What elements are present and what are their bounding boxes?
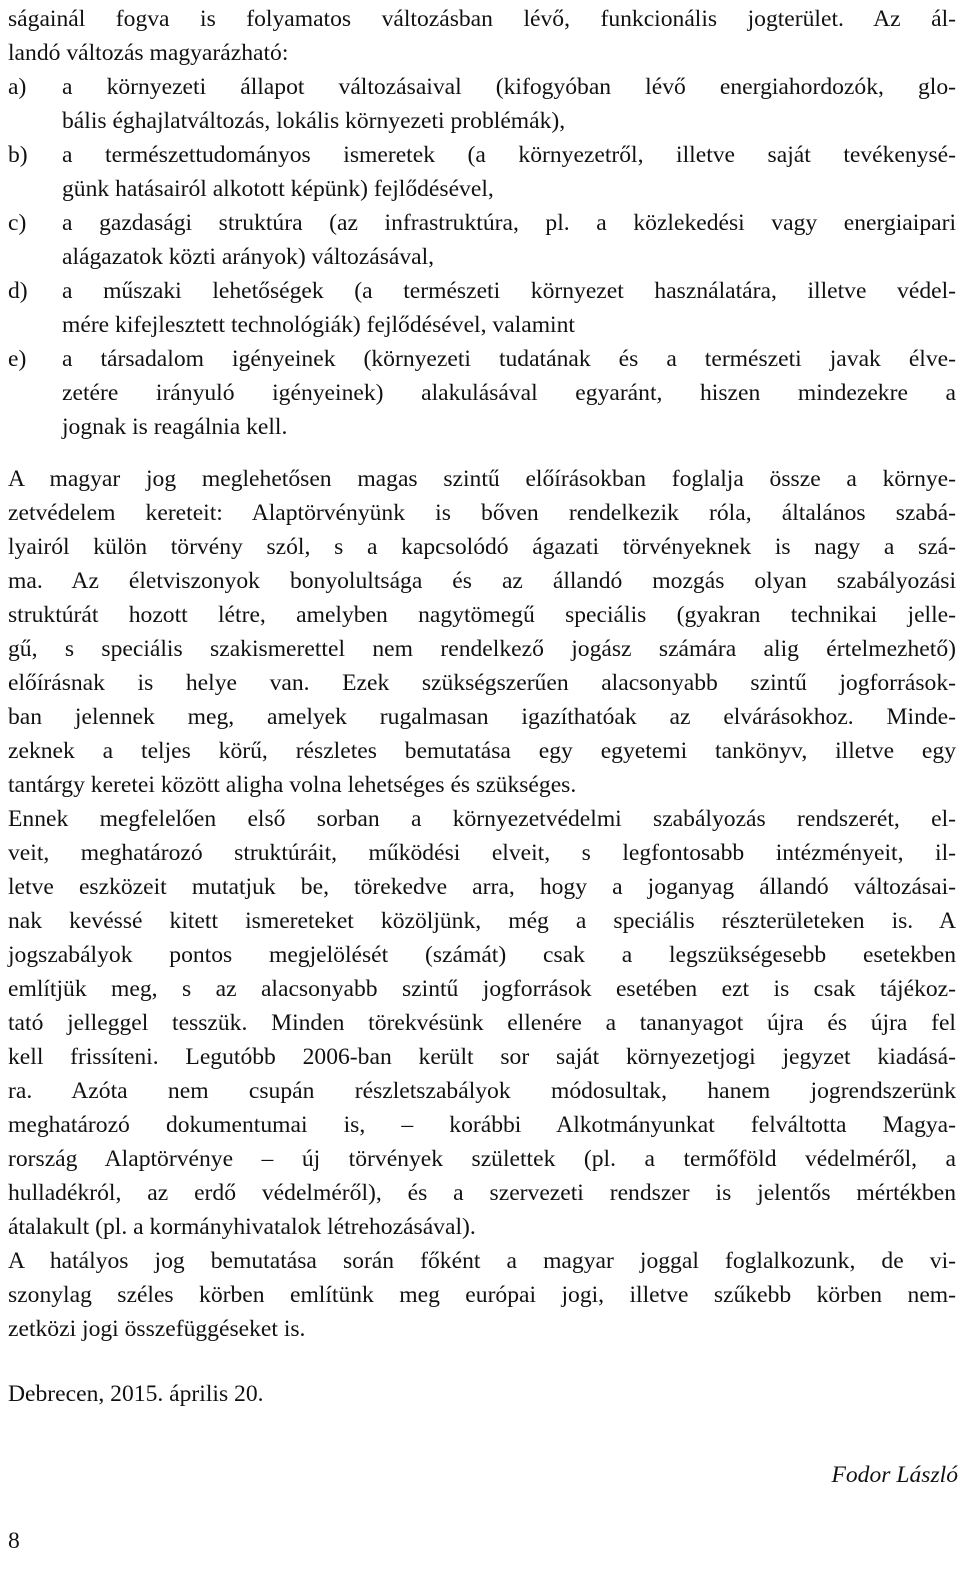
text-line: veit, meghatározó struktúráit, működési elveit, s legfontosabb intézményeit, il-	[8, 840, 956, 866]
list-item-text: a természettudományos ismeretek (a környezetről, illetve saját tevékenysé-	[62, 142, 956, 168]
text-line: rország Alaptörvénye – új törvények születtek (pl. a termőföld védelméről, a	[8, 1146, 956, 1172]
text-line: tató jelleggel tesszük. Minden törekvésünk ellenére a tananyagot újra és újra fel	[8, 1010, 956, 1036]
text-line: tantárgy keretei között aligha volna lehetséges és szükséges.	[8, 772, 577, 798]
list-item-text: jognak is reagálnia kell.	[62, 414, 288, 440]
text-line: zetközi jogi összefüggéseket is.	[8, 1316, 306, 1342]
text-line: jogszabályok pontos megjelölését (számát) csak a legszükségesebb esetekben	[8, 942, 956, 968]
list-item-text: günk hatásairól alkotott képünk) fejlődésével,	[62, 176, 494, 202]
text-line: ságainál fogva is folyamatos változásban lévő, funkcionális jogterület. Az ál-	[8, 6, 956, 32]
list-item-text: bális éghajlatváltozás, lokális környezeti problémák),	[62, 108, 566, 134]
list-label: c)	[8, 210, 27, 236]
text-line: struktúrát hozott létre, amelyben nagytömegű speciális (gyakran technikai jelle-	[8, 602, 956, 628]
text-line: nak kevéssé kitett ismereteket közöljünk, még a speciális részterületeken is. A	[8, 908, 956, 934]
author-signature: Fodor László	[831, 1462, 958, 1488]
list-item-text: a gazdasági struktúra (az infrastruktúra, pl. a közlekedési vagy energiaipari	[62, 210, 956, 236]
list-item-b	[8, 138, 956, 206]
text-line: A magyar jog meglehetősen magas szintű előírásokban foglalja össze a környe-	[8, 466, 956, 492]
paragraph-2	[8, 802, 956, 1244]
paragraph-3	[8, 1244, 956, 1346]
document-page	[8, 2, 956, 1411]
list-item-e	[8, 342, 956, 444]
text-line: meghatározó dokumentumai is, – korábbi Alkotmányunkat felváltotta Magya-	[8, 1112, 956, 1138]
text-line: zeknek a teljes körű, részletes bemutatása egy egyetemi tankönyv, illetve egy	[8, 738, 956, 764]
list-item-text: a társadalom igényeinek (környezeti tudatának és a természeti javak élve-	[62, 346, 956, 372]
intro-text	[8, 2, 956, 70]
text-line: kell frissíteni. Legutóbb 2006-ban került sor saját környezetjogi jegyzet kiadásá-	[8, 1044, 956, 1070]
list-item-text: a környezeti állapot változásaival (kifogyóban lévő energiahordozók, glo-	[62, 74, 956, 100]
text-line: ra. Azóta nem csupán részletszabályok módosultak, hanem jogrendszerünk	[8, 1078, 956, 1104]
list-item-d	[8, 274, 956, 342]
list-label: b)	[8, 142, 28, 168]
list-item-c	[8, 206, 956, 274]
list-label: a)	[8, 74, 27, 100]
list-item-text: alágazatok közti arányok) változásával,	[62, 244, 435, 270]
list-item-a	[8, 70, 956, 138]
text-line: landó változás magyarázható:	[8, 40, 289, 66]
list-item-text: mére kifejlesztett technológiák) fejlődésével, valamint	[62, 312, 575, 338]
text-line: letve eszközeit mutatjuk be, törekedve arra, hogy a joganyag állandó változásai-	[8, 874, 956, 900]
text-line: átalakult (pl. a kormányhivatalok létrehozásával).	[8, 1214, 476, 1240]
text-line: ma. Az életviszonyok bonyolultsága és az állandó mozgás olyan szabályozási	[8, 568, 956, 594]
text-line: említjük meg, s az alacsonyabb szintű jogforrások esetében ezt is csak tájékoz-	[8, 976, 956, 1002]
list-item-text: zetére irányuló igényeinek) alakulásával egyaránt, hiszen mindezekre a	[62, 380, 956, 406]
text-line: ban jelennek meg, amelyek rugalmasan igazíthatóak az elvárásokhoz. Minde-	[8, 704, 956, 730]
list-item-text: a műszaki lehetőségek (a természeti környezet használatára, illetve védel-	[62, 278, 956, 304]
text-line: hulladékról, az erdő védelméről), és a szervezeti rendszer is jelentős mértékben	[8, 1180, 956, 1206]
text-line: szonylag széles körben említünk meg európai jogi, illetve szűkebb körben nem-	[8, 1282, 956, 1308]
list-label: e)	[8, 346, 27, 372]
text-line: zetvédelem kereteit: Alaptörvényünk is bőven rendelkezik róla, általános szabá-	[8, 500, 956, 526]
paragraph-1	[8, 462, 956, 802]
text-line: előírásnak is helye van. Ezek szükségszerűen alacsonyabb szintű jogforrások-	[8, 670, 956, 696]
enumerated-list	[8, 70, 956, 444]
date-line: Debrecen, 2015. április 20.	[8, 1381, 264, 1407]
text-line: Ennek megfelelően első sorban a környezetvédelmi szabályozás rendszerét, el-	[8, 806, 956, 832]
text-line: lyairól külön törvény szól, s a kapcsolódó ágazati törvényeknek is nagy a szá-	[8, 534, 956, 560]
list-label: d)	[8, 278, 28, 304]
text-line: A hatályos jog bemutatása során főként a magyar joggal foglalkozunk, de vi-	[8, 1248, 956, 1274]
page-number: 8	[8, 1528, 20, 1554]
text-line: gű, s speciális szakismerettel nem rendelkező jogász számára alig értelmezhető)	[8, 636, 956, 662]
